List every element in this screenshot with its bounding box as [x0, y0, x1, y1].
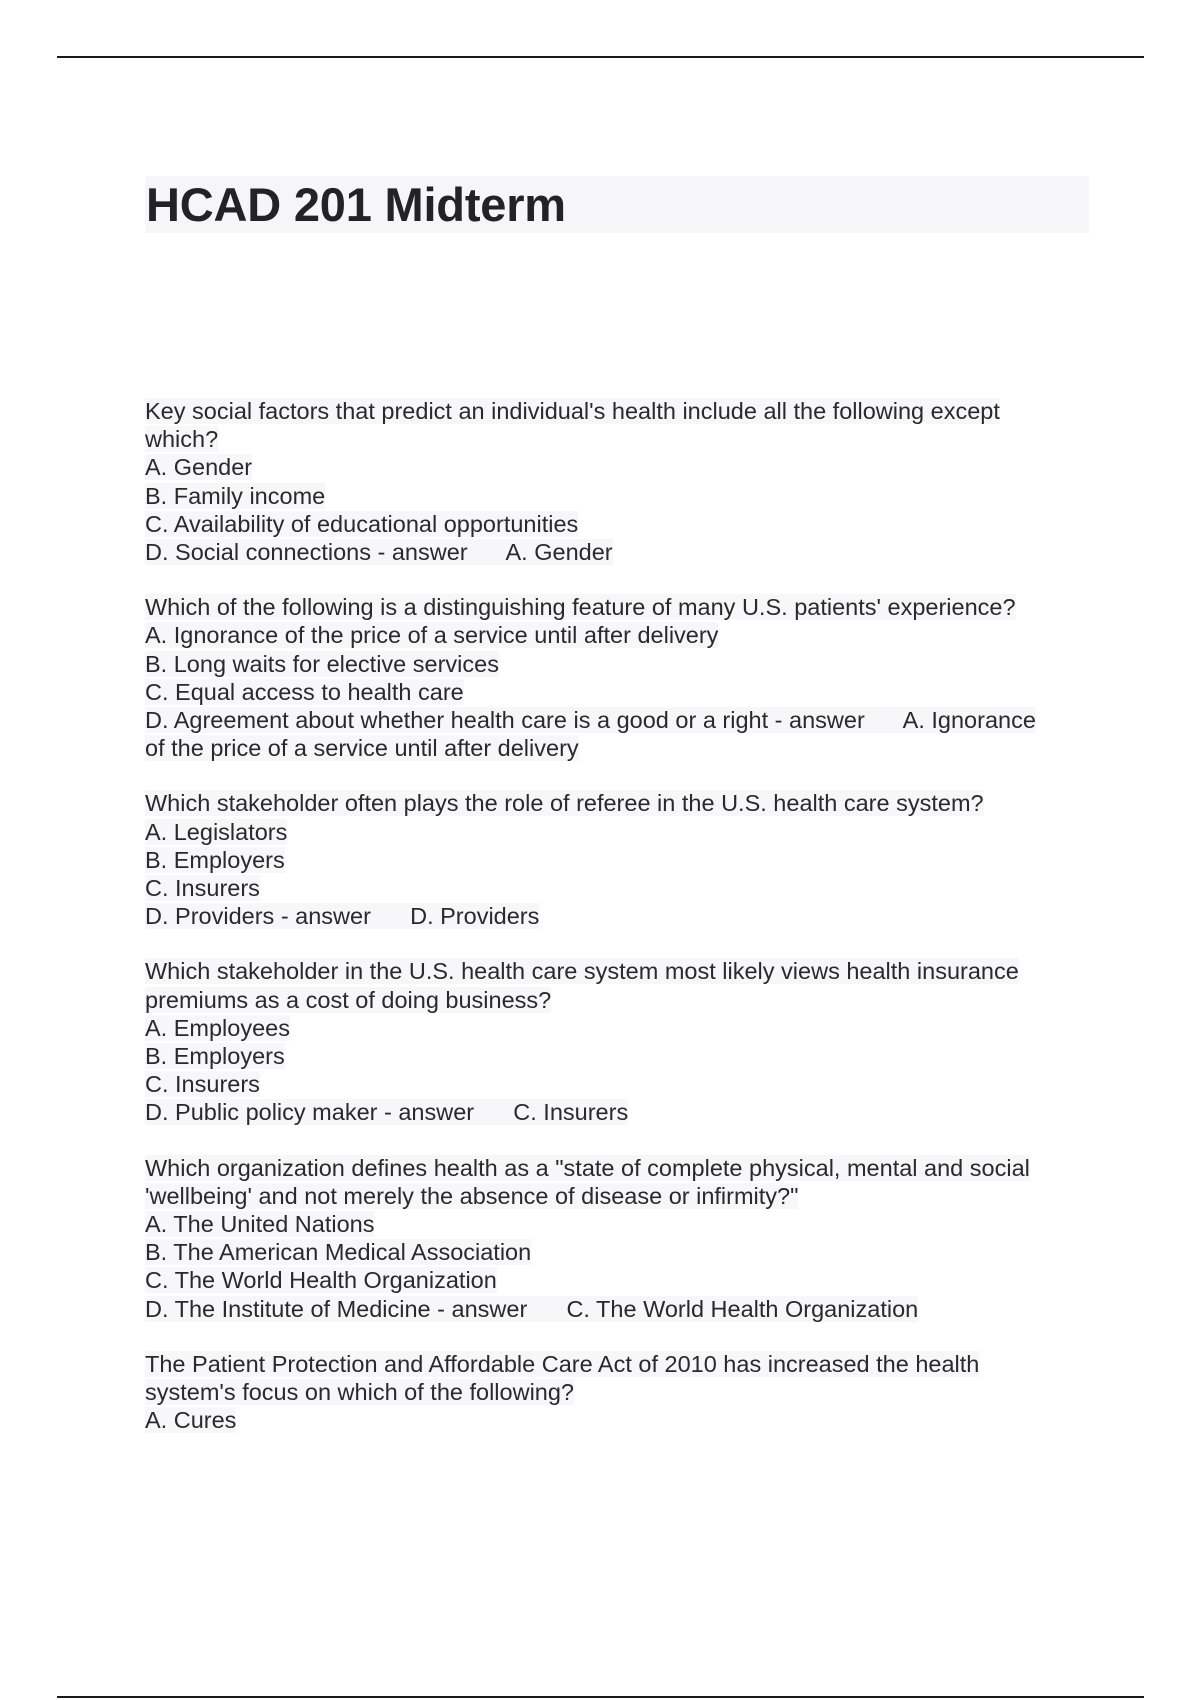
question-1-option-d-answer: D. Social connections - answer A. Gender [145, 539, 613, 566]
question-block-4 [145, 957, 1085, 1126]
question-3-option-c: C. Insurers [145, 875, 260, 902]
question-4-option-a: A. Employees [145, 1014, 290, 1041]
question-2-option-b: B. Long waits for elective services [145, 650, 499, 677]
question-5-option-c: C. The World Health Organization [145, 1267, 497, 1294]
question-block-1 [145, 397, 1085, 566]
question-block-3 [145, 789, 1085, 930]
question-5-option-a: A. The United Nations [145, 1211, 375, 1238]
question-2-answer-continued: of the price of a service until after delivery [145, 735, 579, 762]
question-block-5 [145, 1154, 1085, 1323]
question-1-line-1: Key social factors that predict an individual's health include all the following except [145, 398, 1000, 424]
question-5-option-d-answer: D. The Institute of Medicine - answer C. The World Health Organization [145, 1295, 919, 1322]
question-1-option-c: C. Availability of educational opportunities [145, 510, 579, 537]
page-title: HCAD 201 Midterm [145, 176, 1089, 233]
question-3-option-b: B. Employers [145, 846, 285, 873]
question-5-line-1: Which organization defines health as a "state of complete physical, mental and social [145, 1154, 1030, 1181]
question-4-line-2: premiums as a cost of doing business? [145, 986, 552, 1013]
question-2-option-d-answer: D. Agreement about whether health care is a good or a right - answer A. Ignorance [145, 707, 1036, 734]
question-3-line-1: Which stakeholder often plays the role of referee in the U.S. health care system? [145, 790, 984, 817]
question-6-line-2: system's focus on which of the following? [145, 1379, 575, 1406]
question-2-line-1: Which of the following is a distinguishing feature of many U.S. patients' experience? [145, 594, 1016, 621]
question-4-option-d-answer: D. Public policy maker - answer C. Insurers [145, 1099, 629, 1126]
question-1-option-b: B. Family income [145, 482, 326, 509]
question-4-option-b: B. Employers [145, 1043, 285, 1070]
question-block-6 [145, 1350, 1085, 1435]
question-4-option-c: C. Insurers [145, 1071, 260, 1098]
header-rule [57, 56, 1144, 58]
question-2-option-a: A. Ignorance of the price of a service until after delivery [145, 622, 719, 649]
question-5-option-b: B. The American Medical Association [145, 1239, 532, 1266]
question-1-option-a: A. Gender [145, 454, 253, 481]
question-2-option-c: C. Equal access to health care [145, 678, 464, 705]
question-6-line-1: The Patient Protection and Affordable Care Act of 2010 has increased the health [145, 1350, 980, 1377]
question-block-2 [145, 593, 1085, 762]
question-3-option-d-answer: D. Providers - answer D. Providers [145, 903, 540, 930]
question-6-option-a: A. Cures [145, 1407, 237, 1434]
question-1-line-2: which? [145, 426, 219, 453]
question-4-line-1: Which stakeholder in the U.S. health care system most likely views health insurance [145, 958, 1019, 985]
footer-rule [57, 1696, 1144, 1698]
question-3-option-a: A. Legislators [145, 818, 288, 845]
question-5-line-2: 'wellbeing' and not merely the absence of disease or infirmity?" [145, 1182, 799, 1209]
question-list [145, 397, 1085, 1462]
